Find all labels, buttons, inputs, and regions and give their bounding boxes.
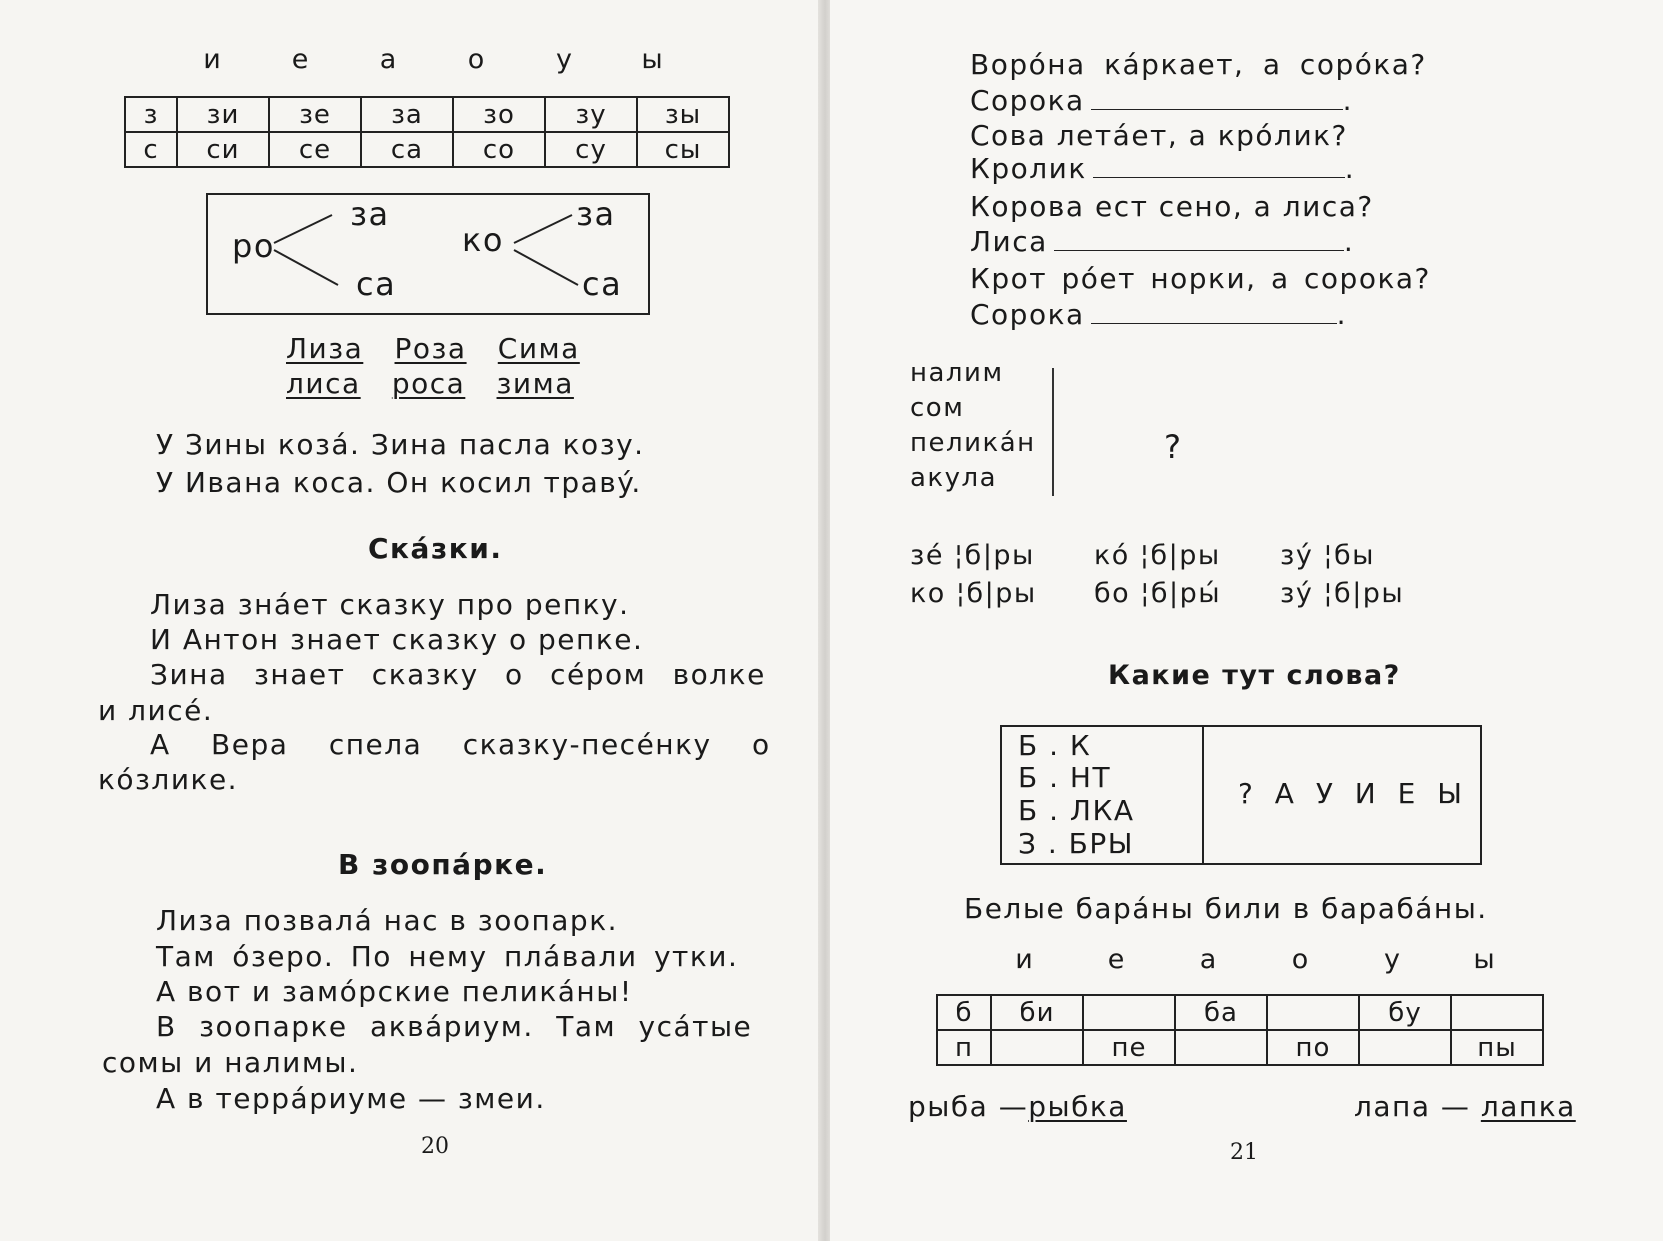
answer-end: . (1344, 152, 1356, 185)
vowel: о (467, 44, 485, 75)
table-cell: зи (177, 97, 269, 132)
word: Роза (394, 332, 467, 365)
table-cell: зе (269, 97, 361, 132)
syllable: ко (910, 578, 946, 609)
text-line: И Антон знает сказку о репке. (150, 623, 644, 656)
table-cell: со (453, 132, 545, 167)
table-cell (1359, 1030, 1451, 1065)
split-word (1094, 578, 1221, 609)
text-line: и лисé. (98, 694, 214, 727)
text-line: Лиза знáет сказку про репку. (150, 588, 630, 621)
word-pairs-row (286, 367, 574, 400)
table-cell: пе (1083, 1030, 1175, 1065)
table-cell: са (361, 132, 453, 167)
text-line: В зоопарке аквáриум. Там усáтые (156, 1010, 753, 1043)
table-cell: се (269, 132, 361, 167)
table-cell: зу (545, 97, 637, 132)
diagram-branch: за (576, 195, 616, 233)
animal-list-item: налим (910, 358, 1004, 388)
split-word (1280, 578, 1404, 609)
page-number: 20 (421, 1134, 449, 1159)
answer-subject: Лиса (970, 225, 1048, 258)
question-mark: ? (1164, 428, 1183, 466)
split-word (910, 540, 1035, 571)
vowel: и (1015, 944, 1033, 975)
syllable: ры (993, 540, 1035, 571)
syllable: зý (1280, 578, 1314, 609)
vowel: а (1199, 944, 1217, 975)
syllable-divider: ¦ (1313, 540, 1335, 571)
answer-blank (1091, 323, 1337, 324)
word: Лиза (286, 332, 364, 365)
section-title-zoo: В зоопáрке. (338, 848, 548, 881)
text-line: У Ивана коса. Он косил травý. (156, 466, 642, 499)
table-cell (1451, 995, 1543, 1030)
text-line: А вот и замóрские пеликáны! (156, 975, 633, 1008)
table-cell (1175, 1030, 1267, 1065)
tongue-twister: Белые барáны били в барабáны. (964, 892, 1488, 925)
syllable: б (1150, 540, 1169, 571)
animal-list-item: акула (910, 463, 998, 493)
word-pairs-row (286, 332, 580, 365)
puzzle-word: З . БРЫ (1018, 827, 1134, 860)
diagram-branch: са (582, 265, 623, 303)
vowel: е (1107, 944, 1125, 975)
answer-subject: Сорока (970, 84, 1085, 117)
table-cell (1083, 995, 1175, 1030)
table-cell: зы (637, 97, 729, 132)
table-cell: си (177, 132, 269, 167)
table-cell: су (545, 132, 637, 167)
answer-line (970, 298, 1347, 331)
diagram-stem: ко (462, 221, 504, 259)
table-cell: би (991, 995, 1083, 1030)
section-title-tales: Скáзки. (368, 532, 503, 565)
answer-line (970, 84, 1353, 117)
question-line: Корова ест сено, а лиса? (970, 190, 1374, 223)
list-divider (1052, 368, 1054, 496)
animal-list-item: сом (910, 393, 965, 423)
diagram-branch: за (350, 195, 390, 233)
text-line: А в террáриуме — змеи. (156, 1082, 546, 1115)
syllable: ры (1179, 540, 1221, 571)
table-cell (1267, 995, 1359, 1030)
table-cell: п (937, 1030, 991, 1065)
text-line: сомы и налимы. (102, 1046, 359, 1079)
vowel: ы (1473, 944, 1495, 975)
diagram-stem: ро (232, 227, 275, 265)
syllable: ры (1362, 578, 1405, 609)
table-cell: по (1267, 1030, 1359, 1065)
left-page (0, 0, 820, 1241)
syllable-divider: ¦ (943, 540, 965, 571)
section-title-words: Какие тут слова? (1108, 660, 1401, 691)
answer-subject: Кролик (970, 152, 1087, 185)
table-row (937, 1030, 1543, 1065)
answer-end: . (1343, 225, 1355, 258)
diminutive-pair (1354, 1090, 1576, 1123)
answer-line (970, 225, 1354, 258)
vowel: ы (641, 44, 663, 75)
syllable: бы (1334, 540, 1375, 571)
syllable-divider: | (1168, 540, 1180, 571)
table-cell: сы (637, 132, 729, 167)
vowel: е (291, 44, 309, 75)
diminutive-word: рыбка (1028, 1090, 1127, 1123)
diminutive-word: лапка (1480, 1090, 1576, 1123)
split-word (1280, 540, 1375, 571)
answer-end: . (1342, 84, 1354, 117)
table-cell: пы (1451, 1030, 1543, 1065)
vowel-header-right (978, 944, 1530, 975)
syllable: б (966, 578, 985, 609)
word: роса (391, 367, 466, 400)
syllable-table-b-p (936, 994, 1544, 1066)
word: лиса (286, 367, 361, 400)
syllable: ры́ (1179, 578, 1222, 609)
question-line: Ворóна кáркает, а сорóка? (970, 48, 1427, 81)
text-line: А Вера спела сказку-песéнку о (150, 728, 771, 761)
vowel: у (556, 44, 572, 75)
right-page (830, 0, 1663, 1241)
table-cell: ба (1175, 995, 1267, 1030)
syllable: бо (1094, 578, 1131, 609)
answer-blank (1091, 109, 1343, 110)
page-number: 21 (1230, 1140, 1258, 1165)
syllable-divider: ¦ (1129, 540, 1151, 571)
text-line: Там óзеро. По нему плáвали утки. (156, 940, 739, 973)
question-line: Сова летáет, а крóлик? (970, 119, 1348, 152)
split-word (910, 578, 1037, 609)
table-cell: б (937, 995, 991, 1030)
answer-subject: Сорока (970, 298, 1085, 331)
syllable-divider: | (984, 578, 996, 609)
puzzle-divider (1202, 727, 1204, 863)
table-cell (991, 1030, 1083, 1065)
puzzle-word: Б . ЛКА (1018, 794, 1135, 827)
syllable: б (1334, 578, 1353, 609)
vowel: и (203, 44, 221, 75)
puzzle-word: Б . НТ (1018, 761, 1112, 794)
word: Сима (497, 332, 580, 365)
diagram-branch: са (356, 265, 397, 303)
text-line: У Зины козá. Зина пасла козу. (156, 428, 645, 461)
answer-blank (1054, 250, 1344, 251)
answer-line (970, 152, 1355, 185)
syllable: б (964, 540, 983, 571)
syllable: зý (1280, 540, 1314, 571)
split-word (1094, 540, 1221, 571)
syllable: зé (910, 540, 944, 571)
table-row (125, 132, 729, 167)
syllable-divider: ¦ (1313, 578, 1335, 609)
syllable-divider: ¦ (1130, 578, 1151, 609)
vowel: о (1291, 944, 1309, 975)
table-row (937, 995, 1543, 1030)
puzzle-letters: ? А У И Е Ы (1238, 777, 1464, 810)
syllable-branch-diagram (206, 193, 650, 315)
table-cell: бу (1359, 995, 1451, 1030)
syllable-divider: | (982, 540, 994, 571)
syllable: ры (995, 578, 1037, 609)
diminutive-pair (908, 1090, 1127, 1123)
word-puzzle-box (1000, 725, 1482, 865)
base-word: рыба — (908, 1090, 1029, 1123)
syllable-divider: ¦ (945, 578, 967, 609)
syllable-divider: | (1169, 578, 1180, 609)
text-line: Лиза позвалá нас в зоопарк. (156, 904, 619, 937)
answer-end: . (1336, 298, 1348, 331)
vowel: у (1384, 944, 1400, 975)
text-line: Зина знает сказку о сéром волке (150, 658, 766, 691)
animal-list-item: пеликáн (910, 428, 1036, 458)
syllable: кó (1094, 540, 1130, 571)
syllable-divider: | (1352, 578, 1363, 609)
answer-blank (1093, 177, 1345, 178)
table-row (125, 97, 729, 132)
table-cell: за (361, 97, 453, 132)
text-line: кóзлике. (98, 763, 239, 796)
question-line: Крот рóет норки, а сорока? (970, 262, 1431, 295)
vowel-header-left (168, 44, 696, 75)
vowel: а (379, 44, 397, 75)
base-word: лапа — (1354, 1090, 1471, 1123)
syllable-table-z-s (124, 96, 730, 168)
table-cell: з (125, 97, 177, 132)
syllable: б (1150, 578, 1170, 609)
table-cell: с (125, 132, 177, 167)
word: зима (496, 367, 574, 400)
table-cell: зо (453, 97, 545, 132)
puzzle-word: Б . К (1018, 729, 1092, 762)
